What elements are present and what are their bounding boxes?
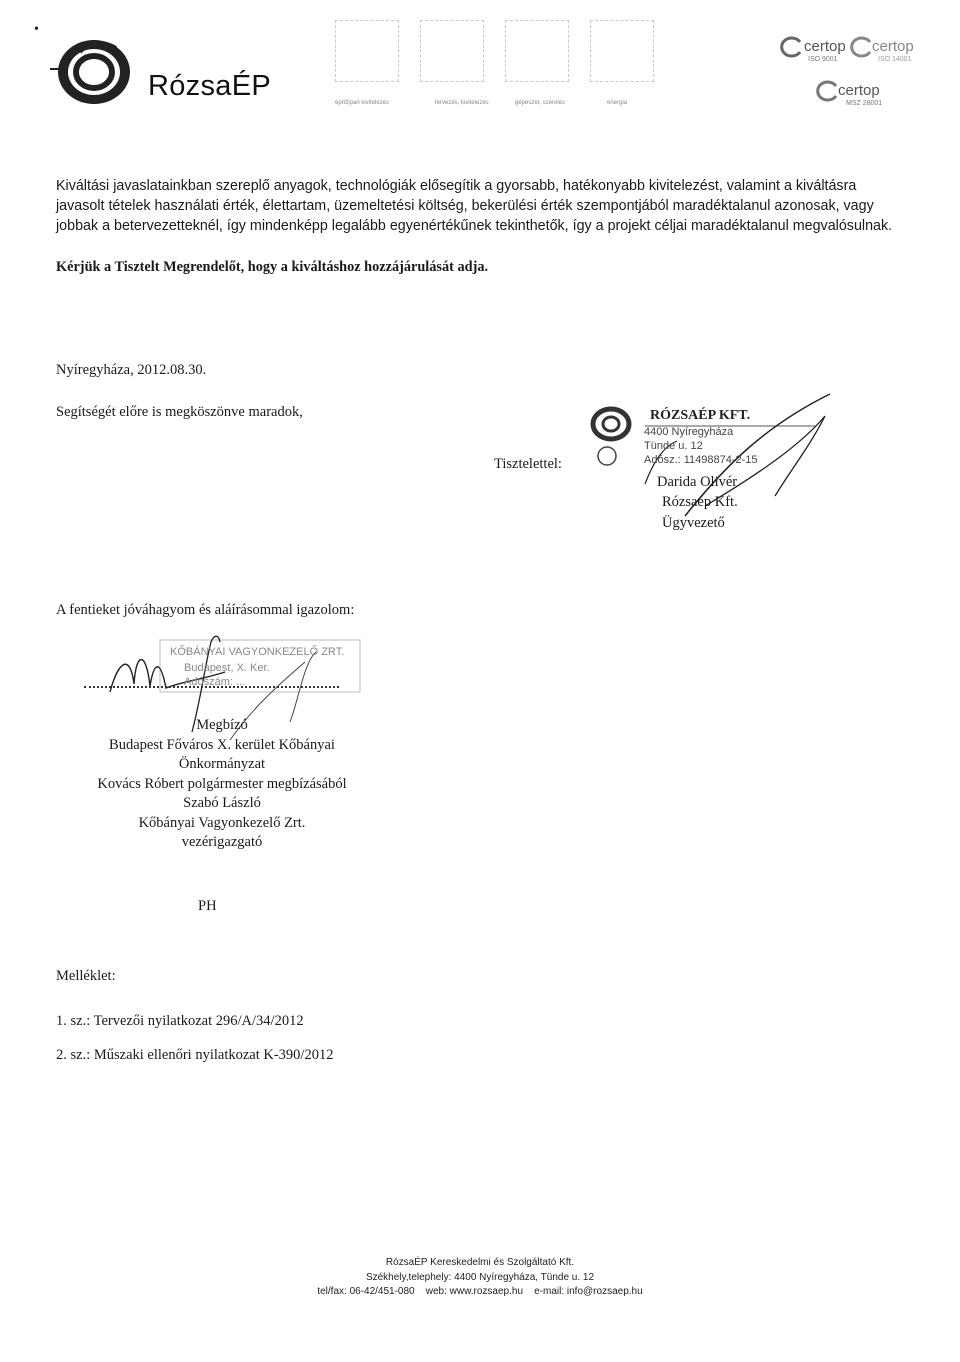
cert-standard: ISO 14001 — [878, 56, 912, 63]
representative-name: Szabó László — [183, 795, 261, 811]
bullet-mark: • — [34, 22, 39, 37]
intro-line: javasolt tételek használati érték, élettartam, üzemeltetési költség, bekerülési érték szempontjából maradéktalanul azonosak, vagy — [56, 198, 874, 214]
cert-standard: MSZ 28001 — [846, 100, 883, 107]
signer-name: Darida Olivér — [657, 474, 738, 490]
attachments-heading: Melléklet: — [56, 968, 116, 984]
intro-line: jobbak a betervezetteknél, így mindenképp legalább egyenértékűnek tekinthetők, így a projekt céljai maradéktalanul megvalósulnak. — [56, 218, 893, 234]
stamp-line: KŐBÁNYAI VAGYONKEZELŐ ZRT. — [170, 646, 345, 658]
page-footer — [0, 1256, 960, 1300]
pictogram-caption: tervezés, kivitelezés — [435, 100, 489, 106]
certop-logo-icon — [778, 36, 804, 58]
intro-paragraph — [56, 176, 924, 236]
pictogram-caption: energia — [607, 100, 628, 106]
footer-address: Székhely,telephely: 4400 Nyíregyháza, Tünde u. 12 — [365, 1271, 595, 1283]
signer-title: Ügyvezető — [662, 515, 725, 531]
stamp-line: Adószám: ... — [184, 676, 246, 688]
stamp-line: 4400 Nyíregyháza — [644, 426, 734, 438]
stamp-line: Budapest, X. Ker. — [184, 662, 270, 674]
client-mandate: Kovács Róbert polgármester megbízásából — [97, 775, 347, 792]
stamp-line: RÓZSAÉP KFT. — [650, 408, 751, 423]
client-name: Budapest Főváros X. kerület Kőbányai — [109, 736, 335, 753]
pictogram-caption: építőipari kivitelezés — [335, 100, 390, 106]
signer-company: Rózsaép Kft. — [662, 494, 738, 510]
attachment-item: 1. sz.: Tervezői nyilatkozat 296/A/34/2012 — [56, 1013, 304, 1029]
energy-pictogram-icon — [590, 20, 654, 82]
rozsaep-logo-icon — [50, 30, 138, 110]
construction-pictogram-icon — [420, 20, 484, 82]
client-signature-block — [72, 716, 372, 853]
machine-pictogram-icon — [505, 20, 569, 82]
stamp-line: Adósz.: 11498874-2-15 — [644, 454, 758, 466]
cert-standard: ISO 9001 — [808, 56, 838, 63]
request-sentence: Kérjük a Tisztelt Megrendelőt, hogy a kiváltáshoz hozzájárulását adja. — [56, 259, 489, 275]
attachment-item: 2. sz.: Műszaki ellenőri nyilatkozat K-390/2012 — [56, 1047, 334, 1063]
certop-logo-icon — [814, 80, 840, 102]
footer-company: RózsaÉP Kereskedelmi és Szolgáltató Kft. — [385, 1257, 575, 1268]
certop-logo-icon — [848, 36, 874, 58]
intro-line: Kiváltási javaslatainkban szereplő anyagok, technológiák elősegítik a gyorsabb, hatékonyabb kivitelezést, valamint a kiváltásra — [56, 178, 857, 194]
client-stamp-text — [170, 646, 370, 696]
client-body: Önkormányzat — [178, 756, 266, 772]
place-and-date: Nyíregyháza, 2012.08.30. — [56, 362, 207, 378]
approval-statement: A fentieket jóváhagyom és aláírásommal igazolom: — [56, 602, 355, 618]
thanks-line: Segítségét előre is megköszönve maradok, — [56, 404, 303, 420]
footer-contact: tel/fax: 06-42/451-080 web: www.rozsaep.hu e-mail: info@rozsaep.hu — [317, 1286, 643, 1297]
cert-name: certop — [872, 38, 914, 55]
closing-greeting: Tisztelettel: — [494, 456, 562, 472]
service-pictograms — [335, 12, 665, 112]
building-pictogram-icon — [335, 20, 399, 82]
cert-name: certop — [804, 38, 846, 55]
pictogram-caption: gépészet, szerelés — [515, 100, 566, 106]
certification-logos — [768, 14, 928, 114]
cert-name: certop — [838, 82, 880, 99]
seal-placeholder: PH — [198, 898, 217, 914]
client-role: Megbízó — [196, 717, 248, 733]
company-stamp-text — [644, 408, 850, 478]
representative-title: vezérigazgató — [181, 834, 263, 850]
representative-company: Kőbányai Vagyonkezelő Zrt. — [138, 814, 306, 831]
stamp-line: Tünde u. 12 — [644, 440, 703, 452]
brand-name: RózsaÉP — [148, 70, 271, 102]
signature-line — [84, 686, 339, 688]
